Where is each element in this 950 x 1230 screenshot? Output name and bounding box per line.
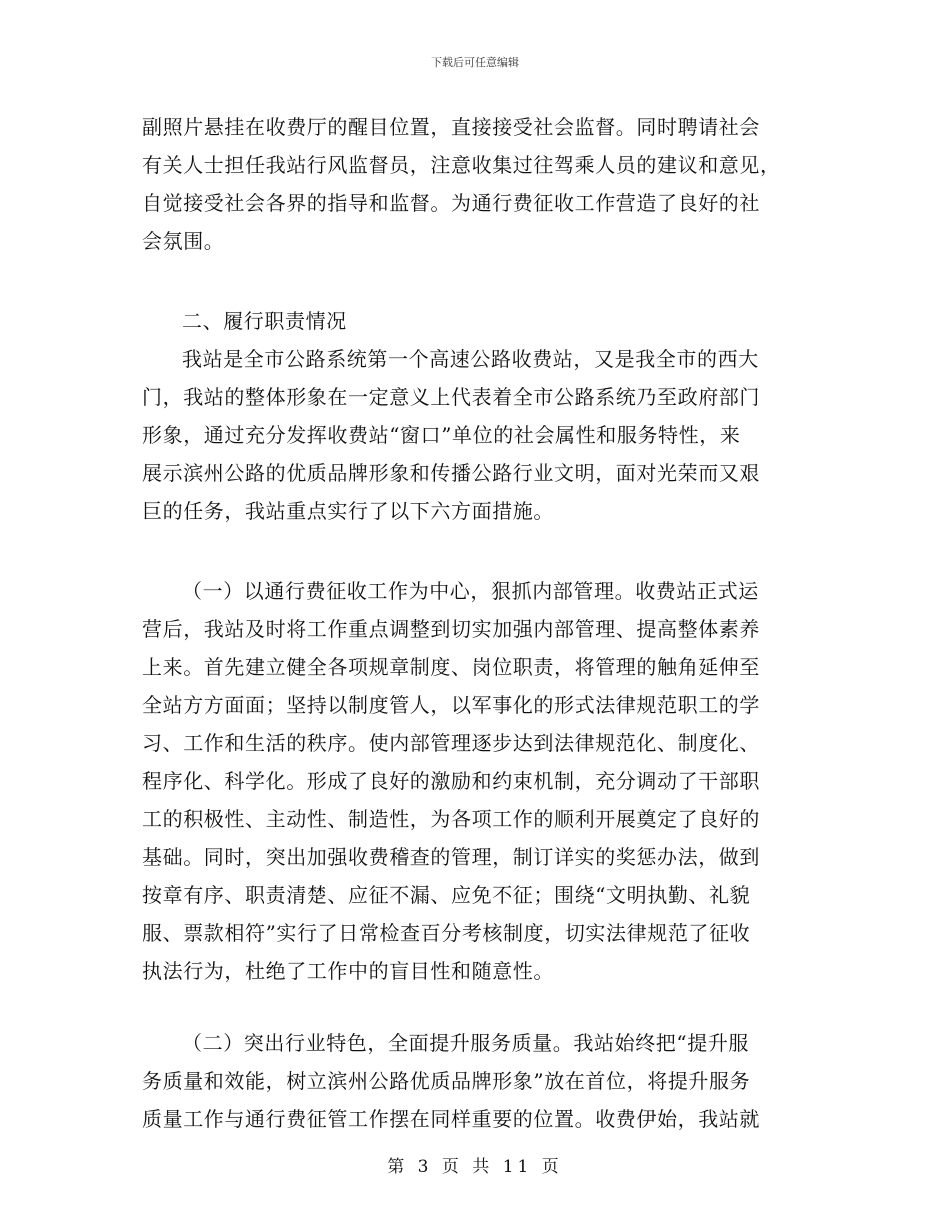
text-line: 按章有序、职责清楚、应征不漏、应免不征；围绕“文明执勤、礼貌 (142, 883, 751, 907)
paragraph-gap (142, 530, 802, 572)
text-line: 执法行为，杜绝了工作中的盲目性和随意性。 (142, 959, 554, 983)
text-line: 基础。同时，突出加强收费稽查的管理，制订详实的奖惩办法，做到 (142, 845, 760, 869)
paragraph-gap (142, 260, 802, 302)
text-line: 上来。首先建立健全各项规章制度、岗位职责，将管理的触角延伸至 (142, 655, 760, 679)
paragraph-block-4 (142, 1024, 802, 1138)
text-line: 习、工作和生活的秩序。使内部管理逐步达到法律规范化、制度化、 (142, 731, 760, 755)
text-line: 有关人士担任我站行风监督员，注意收集过往驾乘人员的建议和意见， (142, 153, 781, 177)
text-line: 质量工作与通行费征管工作摆在同样重要的位置。收费伊始，我站就 (142, 1107, 760, 1131)
text-line: 会氛围。 (142, 229, 225, 253)
paragraph-gap (142, 990, 802, 1024)
text-line: 务质量和效能，树立滨州公路优质品牌形象”放在首位，将提升服务 (142, 1069, 751, 1093)
paragraph-block-2 (142, 302, 802, 530)
text-line: 副照片悬挂在收费厅的醒目位置，直接接受社会监督。同时聘请社会 (142, 115, 760, 139)
text-line: 我站是全市公路系统第一个高速公路收费站，又是我全市的西大 (182, 347, 759, 371)
text-line: 巨的任务，我站重点实行了以下六方面措施。 (142, 499, 554, 523)
text-line: 全站方方面面；坚持以制度管人，以军事化的形式法律规范职工的学 (142, 693, 760, 717)
text-line: 工的积极性、主动性、制造性，为各项工作的顺利开展奠定了良好的 (142, 807, 760, 831)
document-body (142, 108, 802, 1138)
paragraph-block-3 (142, 572, 802, 990)
page-number-footer: 第 3 页 共 11 页 (387, 1157, 563, 1177)
text-line: 门，我站的整体形象在一定意义上代表着全市公路系统乃至政府部门 (142, 385, 760, 409)
text-line: 服、票款相符”实行了日常检查百分考核制度，切实法律规范了征收 (142, 921, 751, 945)
text-line: （一）以通行费征收工作为中心，狠抓内部管理。收费站正式运 (182, 579, 759, 603)
paragraph-block-1 (142, 108, 802, 260)
section-heading: 二、履行职责情况 (182, 309, 347, 333)
text-line: 自觉接受社会各界的指导和监督。为通行费征收工作营造了良好的社 (142, 191, 760, 215)
text-line: 营后，我站及时将工作重点调整到切实加强内部管理、提高整体素养 (142, 617, 760, 641)
text-line: 形象，通过充分发挥收费站“窗口”单位的社会属性和服务特性，来 (142, 423, 741, 447)
text-line: （二）突出行业特色，全面提升服务质量。我站始终把“提升服 (182, 1031, 750, 1055)
text-line: 展示滨州公路的优质品牌形象和传播公路行业文明，面对光荣而又艰 (142, 461, 760, 485)
page-header-note: 下载后可任意编辑 (431, 56, 519, 69)
text-line: 程序化、科学化。形成了良好的激励和约束机制，充分调动了干部职 (142, 769, 760, 793)
